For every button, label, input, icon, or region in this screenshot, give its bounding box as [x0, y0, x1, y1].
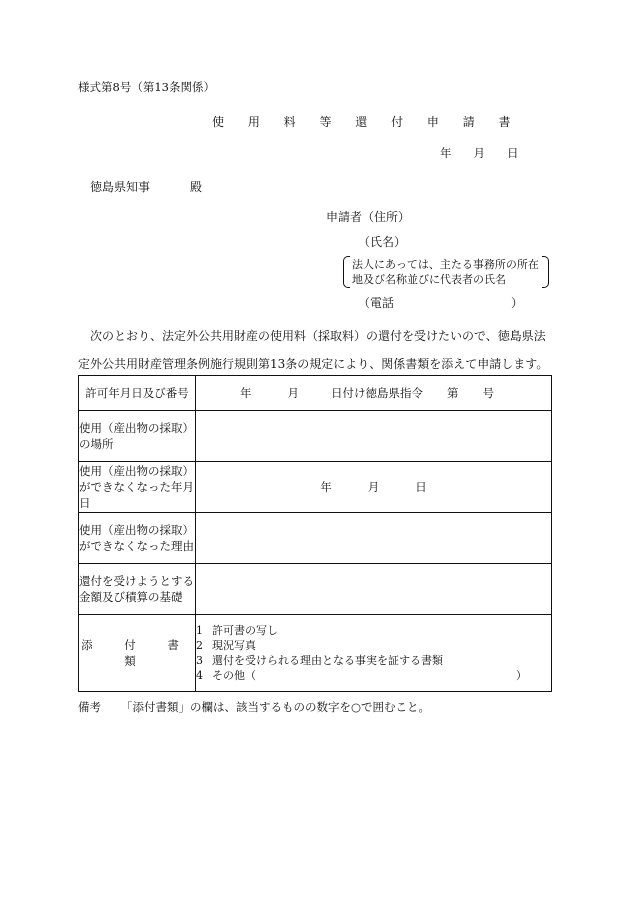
- form-number: 様式第8号（第13条関係）: [78, 80, 215, 94]
- permit-issuer: 日付け徳島県指令: [331, 386, 423, 400]
- phone-label: （電話: [358, 296, 395, 310]
- remarks: [78, 702, 430, 714]
- addressee-name: 徳島県知事: [90, 180, 151, 194]
- attachments-label: 添 付 書 類: [79, 615, 196, 692]
- corporate-note-text: [352, 257, 539, 287]
- permit-no: 第: [447, 386, 459, 400]
- table-row: [79, 462, 552, 513]
- corporate-note-line1: 法人にあっては、主たる事務所の所在: [352, 258, 539, 271]
- permit-label: 許可年月日及び番号: [79, 376, 196, 411]
- addressee-honorific: 殿: [190, 180, 203, 194]
- reason-value[interactable]: [196, 513, 552, 564]
- location-value[interactable]: [196, 411, 552, 462]
- body-text: 次のとおり、法定外公共用財産の使用料（採取料）の還付を受けたいので、徳島県法定外公共用財産管理条例施行規則第13条の規定により、関係書類を添えて申請します。: [78, 329, 549, 371]
- stop-date-value: [196, 462, 552, 513]
- application-table: [78, 375, 552, 692]
- permit-go: 号: [482, 386, 494, 400]
- list-item: 1 許可書の写し: [196, 624, 278, 637]
- table-row: [79, 615, 552, 692]
- corporate-note: [343, 256, 549, 288]
- stop-year: 年: [320, 480, 332, 494]
- applicant-phone: [358, 297, 523, 309]
- document-title: 使 用 料 等 還 付 申 請 書: [212, 115, 521, 129]
- permit-year: 年: [240, 386, 252, 400]
- attachments-list: [196, 615, 552, 692]
- list-item: 2 現況写真: [196, 639, 256, 652]
- location-label: 使用（産出物の採取）の場所: [79, 411, 196, 462]
- permit-month: 月: [287, 386, 299, 400]
- list-item: 4 その他（ ）: [196, 669, 527, 682]
- stop-day: 日: [415, 480, 427, 494]
- applicant-name-label: （氏名）: [358, 235, 407, 249]
- stop-date-label: 使用（産出物の採取）ができなくなった年月日: [79, 462, 196, 513]
- bracket-right: [542, 256, 549, 288]
- application-date: [440, 148, 519, 160]
- remarks-text: 「添付書類」の欄は、該当するものの数字を○で囲むこと。: [121, 700, 431, 714]
- refund-amount-value[interactable]: [196, 564, 552, 615]
- list-item: 3 還付を受けられる理由となる事実を証する書類: [196, 654, 443, 667]
- applicant-address-label: 申請者（住所）: [326, 210, 411, 224]
- table-row: [79, 411, 552, 462]
- corporate-note-line2: 地及び名称並びに代表者の氏名: [352, 273, 506, 286]
- remarks-label: 備考: [78, 700, 101, 714]
- phone-close: ）: [510, 296, 523, 310]
- refund-amount-label: 還付を受けようとする金額及び積算の基礎: [79, 564, 196, 615]
- date-day: 日: [507, 146, 519, 160]
- permit-value: [196, 376, 552, 411]
- table-row: [79, 564, 552, 615]
- addressee: [90, 181, 202, 193]
- date-month: 月: [473, 146, 485, 160]
- table-row: [79, 376, 552, 411]
- stop-month: 月: [367, 480, 380, 494]
- table-row: [79, 513, 552, 564]
- bracket-left: [343, 256, 350, 288]
- reason-label: 使用（産出物の採取）ができなくなった理由: [79, 513, 196, 564]
- date-year: 年: [440, 146, 452, 160]
